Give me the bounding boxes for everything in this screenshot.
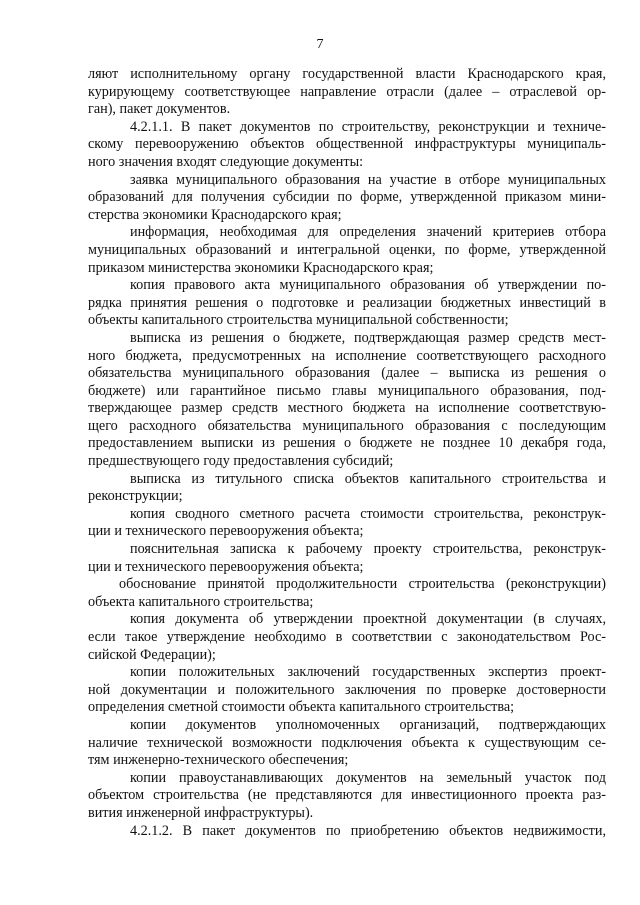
text-line: ного бюджета, предусмотренных на исполнение соответствующего расходного	[88, 347, 606, 364]
text-line: обоснование принятой продолжительности строительства (реконструкции)	[119, 576, 606, 593]
text-line: 4.2.1.2. В пакет документов по приобретению объектов недвижимости,	[130, 822, 606, 839]
text-line: определения сметной стоимости объекта капитального строительства;	[88, 699, 515, 716]
text-line: ции и технического перевооружения объекта;	[88, 523, 364, 540]
text-line: скому перевооружению объектов общественной инфраструктуры муниципаль-	[88, 136, 606, 153]
text-line: объектом строительства (не представляются для инвестиционного проекта раз-	[88, 787, 606, 804]
text-line: объекта капитального строительства;	[88, 593, 314, 610]
text-line: сийской Федерации);	[88, 646, 216, 663]
text-line: копия сводного сметного расчета стоимости строительства, реконструк-	[130, 505, 606, 522]
text-line: копия правового акта муниципального образования об утверждении по-	[130, 277, 606, 294]
text-line: предоставлением выписки из решения о бюджете не позднее 10 декабря года,	[88, 435, 606, 452]
text-line: ган), пакет документов.	[88, 101, 231, 118]
text-line: копии правоустанавливающих документов на земельный участок под	[130, 769, 606, 786]
page-number: 7	[316, 37, 324, 52]
text-line: тям инженерно-технического обеспечения;	[88, 752, 349, 769]
text-line: наличие технической возможности подключения объекта к существующим се-	[88, 734, 606, 751]
text-line: рядка принятия решения о подготовке и реализации бюджетных инвестиций в	[88, 294, 606, 311]
text-line: ного значения входят следующие документы:	[88, 153, 364, 170]
text-line: образований для получения субсидии по форме, утвержденной приказом мини-	[88, 189, 606, 206]
text-line: реконструкции;	[88, 488, 183, 505]
text-line: информация, необходимая для определения значений критериев отбора	[130, 224, 606, 241]
text-line: обязательства муниципального образования (далее – выписка из решения о	[88, 365, 606, 382]
text-line: приказом министерства экономики Краснодарского края;	[88, 259, 434, 276]
text-line: заявка муниципального образования на участие в отборе муниципальных	[130, 171, 606, 188]
text-line: щего расходного обязательства муниципального образования с последующим	[88, 417, 606, 434]
text-line: ляют исполнительному органу государственной власти Краснодарского края,	[88, 66, 606, 82]
text-line: если такое утверждение необходимо в соответствии с законодательством Рос-	[88, 629, 606, 645]
text-line: муниципальных образований и интегральной оценки, по форме, утвержденной	[88, 241, 606, 258]
text-line: выписка из титульного списка объектов капитального строительства и	[130, 470, 606, 487]
text-line: пояснительная записка к рабочему проекту строительства, реконструк-	[130, 541, 606, 558]
text-line: выписка из решения о бюджете, подтверждающая размер средств мест-	[130, 329, 606, 346]
text-line: стерства экономики Краснодарского края;	[88, 206, 342, 223]
text-line: копии положительных заключений государственных экспертиз проект-	[130, 664, 606, 681]
text-line: ции и технического перевооружения объекта;	[88, 558, 364, 575]
text-line: курирующему соответствующее направление отрасли (далее – отраслевой ор-	[88, 83, 606, 100]
text-line: копии документов уполномоченных организаций, подтверждающих	[130, 716, 606, 733]
text-line: предшествующего году предоставления субсидий;	[88, 453, 394, 470]
text-line: копия документа об утверждении проектной документации (в случаях,	[130, 611, 606, 628]
document-body	[88, 66, 606, 840]
text-line: ной документации и положительного заключения по проверке достоверности	[88, 681, 606, 698]
text-line: бюджете) или гарантийное письмо главы муниципального образования, под-	[88, 382, 606, 399]
text-line: объекты капитального строительства муниципальной собственности;	[88, 312, 509, 329]
text-line: 4.2.1.1. В пакет документов по строительству, реконструкции и техниче-	[130, 118, 606, 135]
text-line: вития инженерной инфраструктуры).	[88, 804, 314, 821]
text-line: тверждающее размер средств местного бюджета на исполнение соответствую-	[88, 400, 606, 417]
